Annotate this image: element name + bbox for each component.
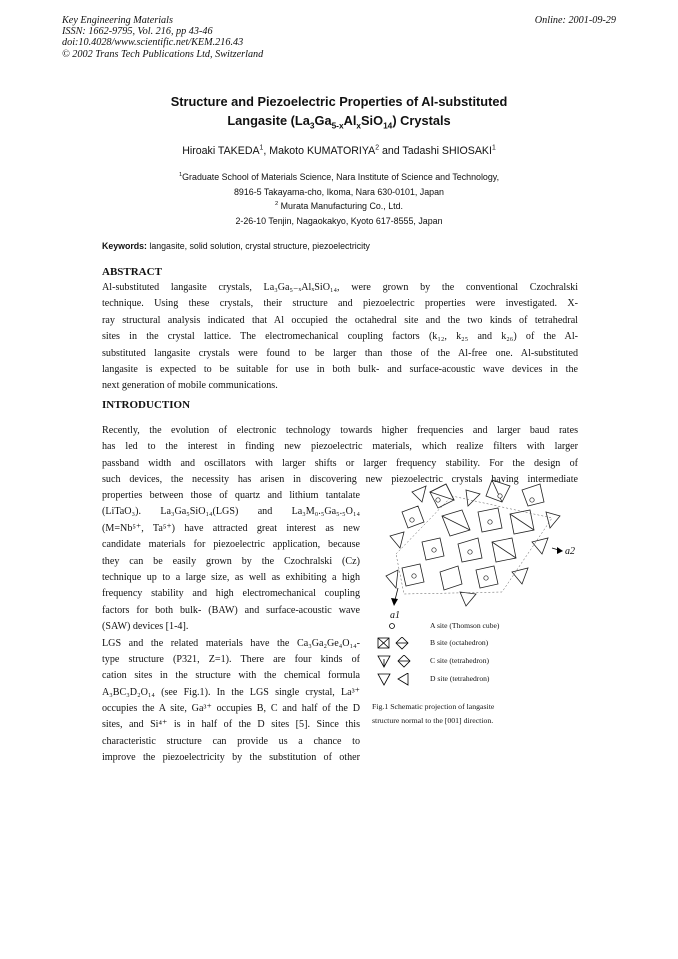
a-site-circle — [468, 550, 472, 554]
a-site-circle — [432, 548, 436, 552]
axis-a1 — [391, 588, 398, 606]
caption-line-1: Fig.1 Schematic projection of langasite — [372, 702, 495, 711]
title-line-1: Structure and Piezoelectric Properties of Al-substituted — [170, 94, 508, 109]
paper-title — [0, 92, 678, 130]
introduction-column-line: technique up to a large size, as well as exhibiting a high — [102, 571, 360, 583]
a-site-circles — [410, 494, 534, 580]
abstract-line: technique. Using these crystals, their structure and piezoelectric properties were investigated. X- — [102, 298, 578, 310]
introduction-column-line: factors for both bulk- (BAW) and surface-acoustic wave — [102, 604, 360, 616]
introduction-column-line: (SAW) devices [1-4]. — [102, 621, 189, 633]
figure-caption — [372, 700, 570, 728]
affiliation-line-1: $^1$Graduate School of Materials Science, Nara Institute of Science and Technology, — [178, 172, 500, 182]
abstract-line: sites in the crystal lattice. The electromechanical coupling factors (k₁₂, k₂₅ and k₂₆) of the Al- — [102, 331, 578, 343]
issn-line: ISSN: 1662-9795, Vol. 216, pp 43-46 — [62, 26, 213, 38]
tetrahedron-shape — [460, 592, 476, 606]
octahedron-shape — [402, 506, 424, 528]
affiliations — [0, 170, 678, 228]
keywords-text: langasite, solid solution, crystal structure, piezoelectricity — [146, 241, 370, 251]
tetrahedron-d-icon — [372, 673, 416, 687]
octahedron-shape — [522, 484, 544, 506]
title-line-2: Langasite $(La_3Ga_{5-x}Al_xSiO_{14})$ Crystals — [227, 113, 451, 131]
tetrahedron-c-icon — [372, 655, 416, 669]
axis-a2 — [552, 547, 563, 554]
journal-header — [62, 15, 263, 60]
introduction-column-line: occupies the A site, Ga³⁺ occupies B, C and half of the D — [102, 703, 360, 715]
arrow-icon — [391, 598, 398, 606]
introduction-line: Recently, the evolution of electronic technology towards higher frequencies and larger baud rates — [102, 425, 578, 436]
caption-line-2: structure normal to the [001] direction. — [372, 716, 494, 725]
introduction-column-line: sites, and Si⁴⁺ is in half of the D sites [5]. Since this — [102, 719, 360, 731]
a-site-circle — [498, 494, 502, 498]
introduction-column-line: (LiTaO₃). La₃Ga₅SiO₁₄(LGS) and La₃M₀.₅Ga₅.₅O₁₄ — [102, 506, 360, 518]
introduction-line: such devices, the necessity has arisen in discovering new piezoelectric crystals having intermediate — [102, 474, 578, 486]
introduction-column-line: LGS and the related materials have the Ca₃Ga₂Ge₄O₁₄- — [102, 637, 360, 649]
tetrahedron-shape — [546, 512, 560, 528]
online-date: Online: 2001-09-29 — [534, 15, 616, 26]
axis-a2-label: a2 — [565, 546, 575, 557]
axis-a1-label: a1 — [390, 610, 400, 621]
octahedron-shape — [486, 480, 510, 502]
tetrahedron-shape — [390, 532, 404, 548]
introduction-column-line: candidate materials for piezoelectric application, because — [102, 539, 360, 551]
tetrahedron-shape — [532, 538, 548, 554]
introduction-column-line: A₃BC₃D₂O₁₄ (see Fig.1). In the LGS single crystal, La³⁺ — [102, 686, 360, 698]
abstract-heading: ABSTRACT — [102, 266, 162, 278]
a-site-circle — [410, 518, 414, 522]
introduction-column-line: characteristic structure can provide us a chance to — [102, 735, 360, 747]
octahedron-shape — [440, 566, 462, 590]
keywords-label: Keywords: — [102, 241, 147, 251]
affiliation-line-3: $^2$ Murata Manufacturing Co., Ltd. — [274, 201, 404, 212]
a-site-circle — [484, 576, 488, 580]
langasite-structure-figure — [382, 472, 570, 612]
introduction-column-line: they can be easily grown by the Czochralski (Cz) — [102, 555, 360, 567]
a-site-circle — [436, 498, 440, 502]
affiliation-line-2: 8916-5 Takayama-cho, Ikoma, Nara 630-0101, Japan — [233, 186, 444, 197]
abstract-body — [102, 280, 578, 395]
journal-name: Key Engineering Materials — [62, 15, 173, 26]
arrow-icon — [557, 547, 563, 554]
abstract-line: Al-substituted langasite crystals, La₃Ga₅₋ₓAlₓSiO₁₄, were grown by the conventional Czochralski — [102, 282, 578, 293]
keywords — [102, 241, 370, 251]
tetrahedron-shape — [466, 490, 480, 506]
introduction-column-line: (M=Nb⁵⁺, Ta⁵⁺) have attracted great interest as new — [102, 522, 360, 534]
a-site-circle — [488, 520, 492, 524]
copyright-line: © 2002 Trans Tech Publications Ltd, Switzerland — [62, 48, 264, 60]
introduction-column-line: cation sites in the structure with the chemical formula — [102, 670, 360, 682]
tetrahedron-shape — [412, 486, 426, 502]
a-site-circle — [530, 498, 534, 502]
author-list: Hiroaki TAKEDA$^1$, Makoto KUMATORIYA$^2$ and Tadashi SHIOSAKI$^1$ — [182, 144, 496, 157]
introduction-line: passband width and oscillators with larger shifts or larger frequency stability. For the design of — [102, 457, 578, 469]
introduction-column-line: improve the piezoelectricity by the substitution of other — [102, 752, 360, 764]
abstract-line: next generation of mobile communications. — [102, 380, 278, 392]
tetrahedron-shape — [386, 570, 398, 588]
introduction-column — [102, 488, 360, 767]
introduction-column-line: frequency stability and high electromechanical coupling — [102, 588, 360, 600]
introduction-line: has led to the interest in finding new piezoelectric materials, which realize filters with larger — [102, 441, 578, 453]
introduction-heading: INTRODUCTION — [102, 399, 191, 411]
a-site-circle — [412, 574, 416, 578]
octahedron-icon — [372, 637, 416, 651]
abstract-line: substituted langasite crystals were found to be larger than those of the Al-free one. Al-substituted — [102, 347, 578, 359]
circle-icon — [372, 620, 412, 634]
tetrahedron-shape — [512, 568, 528, 584]
doi-line: doi:10.4028/www.scientific.net/KEM.216.43 — [62, 37, 244, 49]
affiliation-line-4: 2-26-10 Tenjin, Nagaokakyo, Kyoto 617-8555, Japan — [235, 215, 443, 226]
abstract-line: langasite is expected to be suitable for use in both bulk- and surface-acoustic wave devices in the — [102, 364, 578, 376]
introduction-column-line: properties between those of quartz and lithium tantalate — [102, 490, 360, 501]
abstract-line: ray structural analysis indicated that Al occupied the octahedral site and the two kinds of tetrahedral — [102, 314, 578, 326]
introduction-column-line: type structure (P321, Z=1). There are four kinds of — [102, 653, 360, 665]
